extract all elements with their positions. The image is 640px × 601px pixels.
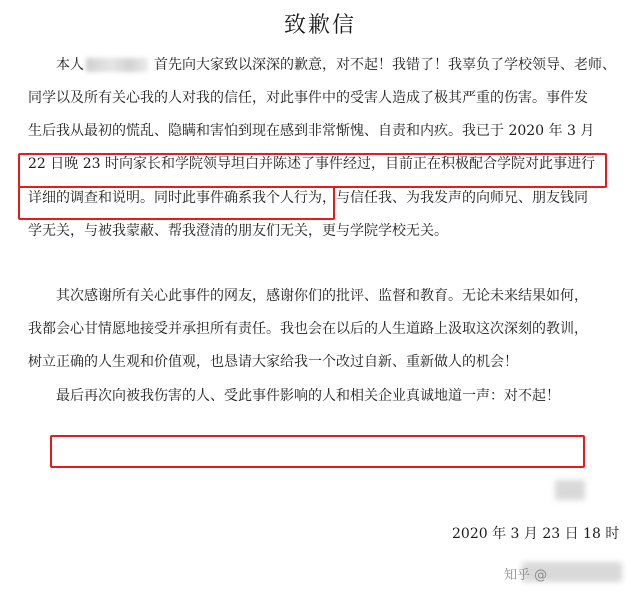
page-title: 致歉信 [283,13,356,38]
letter-line-9: 树立正确的人生观和价值观，也恳请大家给我一个改过自新、重新做人的机会！ [28,354,518,370]
letter-line-8: 我都会心甘情愿地接受并承担所有责任。我也会在以后的人生道路上汲取这次深刻的教训， [28,321,588,337]
letter-line-1 [0,50,640,80]
letter-line-7: 其次感谢所有关心此事件的网友，感谢你们的批评、监督和教育。无论未来结果如何， [56,288,588,304]
highlight-box-2 [18,186,335,220]
letter-line-4: 22 日晚 23 时向家长和学院领导坦白并陈述了事件经过，目前正在积极配合学院对此事进行 [28,156,595,172]
highlight-box-3 [50,435,585,468]
letter-line-10: 最后再次向被我伤害的人、受此事件影响的人和相关企业真诚地道一声：对不起！ [56,388,560,404]
blurred-patch [555,480,585,500]
letter-line-3: 生后我从最初的慌乱、隐瞒和害怕到现在感到非常惭愧、自责和内疚。我已于 2020 年 3 月 [28,123,595,139]
letter-line-6: 学无关，与被我蒙蔽、帮我澄清的朋友们无关，更与学院学校无关。 [28,223,448,239]
line-text: 首先向大家致以深深的歉意，对不起！我错了！我辜负了学校领导、老师、 [154,57,616,73]
letter-date: 2020 年 3 月 23 日 18 时 [452,526,620,542]
letter-line-2: 同学以及所有关心我的人对我的信任，对此事件中的受害人造成了极其严重的伤害。事件发 [28,90,588,106]
highlight-box-1 [18,153,607,188]
letter-line-5: 详细的调查和说明。同时此事件确系我个人行为，与信任我、为我发声的向师兄、朋友钱同 [28,190,588,206]
redacted-name [86,58,148,72]
line-prefix: 本人 [56,57,84,73]
watermark: 知乎 @ [504,568,548,583]
